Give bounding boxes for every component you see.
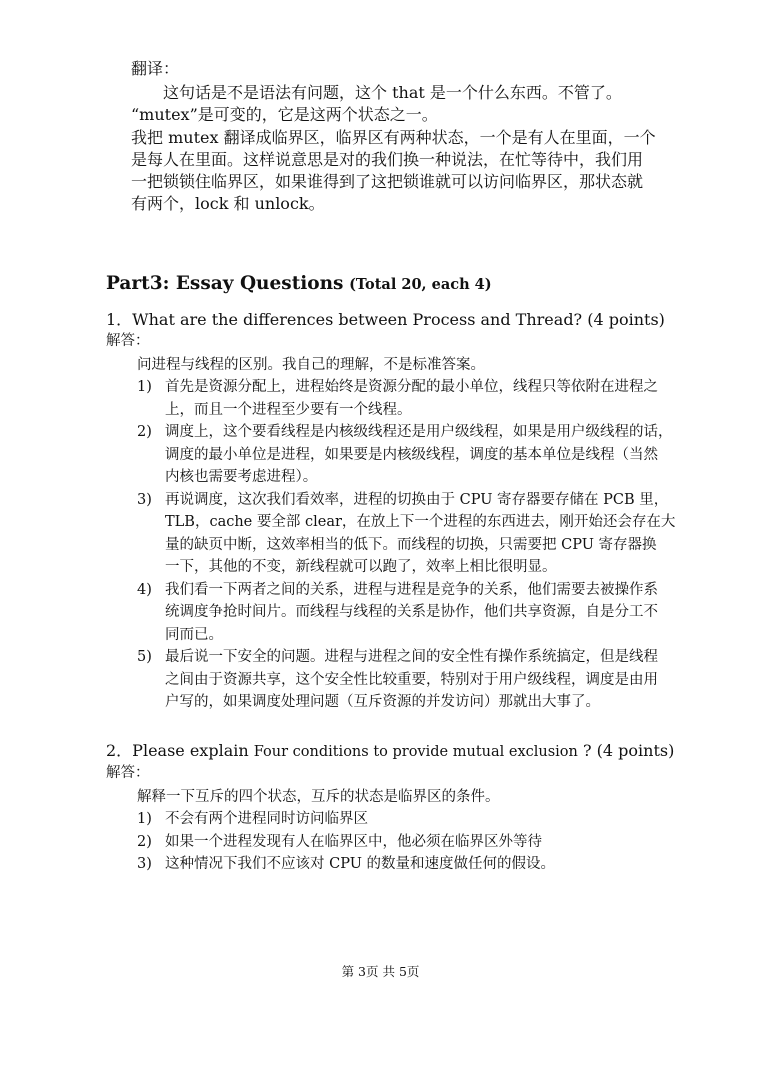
list-item-line: 我们看一下两者之间的关系，进程与进程是竞争的关系，他们需要去被操作系 xyxy=(165,581,658,598)
translation-line-2: “mutex”是可变的，它是这两个状态之一。 xyxy=(131,105,438,124)
list-item-line: 调度上，这个要看线程是内核级线程还是用户级线程，如果是用户级线程的话， xyxy=(165,424,673,440)
q2-intro: 解释一下互斥的四个状态，互斥的状态是临界区的条件。 xyxy=(137,789,500,805)
list-item-line: 再说调度，这次我们看效率，进程的切换由于 CPU 寄存器要存储在 PCB 里， xyxy=(165,491,669,508)
list-item-number: 1) xyxy=(137,379,152,395)
list-item xyxy=(137,646,697,714)
list-item xyxy=(137,808,697,831)
q2-question-suffix: ? (4 points) xyxy=(577,741,675,760)
translation-paragraph-line: 我把 mutex 翻译成临界区，临界区有两种状态，一个是有人在里面，一个 xyxy=(131,128,656,147)
list-item-number: 2) xyxy=(137,833,152,850)
translation-line-1: 这句话是不是语法有问题，这个 that 是一个什么东西。不管了。 xyxy=(163,83,622,102)
list-item-line: 同而已。 xyxy=(165,626,223,643)
list-item-line: 户写的，如果调度处理问题（互斥资源的并发访问）那就出大事了。 xyxy=(165,694,600,710)
list-item-number: 5) xyxy=(137,649,152,665)
list-item xyxy=(137,421,697,489)
list-item-number: 3) xyxy=(137,491,152,508)
q2-question-prefix: 2．Please explain xyxy=(106,741,254,760)
translation-label: 翻译： xyxy=(131,59,180,78)
translation-paragraph-line: 一把锁锁住临界区，如果谁得到了这把锁谁就可以访问临界区，那状态就 xyxy=(131,172,644,191)
list-item-line: 最后说一下安全的问题。进程与进程之间的安全性有操作系统搞定，但是线程 xyxy=(165,649,658,665)
list-item-number: 2) xyxy=(137,424,152,440)
list-item-line: TLB，cache 要全部 clear，在放上下一个进程的东西进去，刚开始还会存在大 xyxy=(165,514,676,530)
list-item-text: 这种情况下我们不应该对 CPU 的数量和速度做任何的假设。 xyxy=(165,856,556,872)
list-item xyxy=(137,376,697,421)
q1-answer-label: 解答： xyxy=(106,333,150,349)
part3-title: Part3: Essay Questions xyxy=(106,273,344,294)
list-item xyxy=(137,579,697,647)
part3-subtitle: (Total 20, each 4) xyxy=(349,276,492,293)
list-item-line: 内核也需要考虑进程）。 xyxy=(165,469,318,485)
q1-intro: 问进程与线程的区别。我自己的理解，不是标准答案。 xyxy=(137,357,485,373)
translation-paragraph-line: 有两个，lock 和 unlock。 xyxy=(131,194,325,213)
list-item-text: 如果一个进程发现有人在临界区中，他必须在临界区外等待 xyxy=(165,833,542,850)
list-item-text: 不会有两个进程同时访问临界区 xyxy=(165,811,368,827)
q2-question xyxy=(106,740,674,763)
list-item xyxy=(137,489,697,579)
list-item-number: 1) xyxy=(137,811,152,827)
list-item xyxy=(137,831,697,854)
list-item-line: 上，而且一个进程至少要有一个线程。 xyxy=(165,401,412,418)
list-item-line: 量的缺页中断，这效率相当的低下。而线程的切换，只需要把 CPU 寄存器换 xyxy=(165,536,657,553)
list-item-number: 4) xyxy=(137,581,152,598)
translation-paragraph-line: 是每人在里面。这样说意思是对的我们换一种说法，在忙等待中，我们用 xyxy=(131,150,644,169)
list-item-line: 调度的最小单位是进程，如果要是内核级线程，调度的基本单位是线程（当然 xyxy=(165,446,658,463)
q2-answer-label: 解答： xyxy=(106,765,150,781)
list-item-line: 之间由于资源共享，这个安全性比较重要，特别对于用户级线程，调度是由用 xyxy=(165,671,658,688)
page-footer: 第 3页 共 5页 xyxy=(341,964,420,979)
list-item-line: 首先是资源分配上，进程始终是资源分配的最小单位，线程只等依附在进程之 xyxy=(165,379,658,395)
translation-paragraph xyxy=(131,127,656,215)
list-item xyxy=(137,853,697,876)
q2-answer-list xyxy=(137,808,697,876)
list-item-number: 3) xyxy=(137,856,152,872)
list-item-line: 统调度争抢时间片。而线程与线程的关系是协作，他们共享资源，自是分工不 xyxy=(165,604,658,620)
q1-answer-list xyxy=(137,376,697,714)
q1-question: 1．What are the differences between Process and Thread? (4 points) xyxy=(106,310,665,329)
part3-heading xyxy=(106,273,492,294)
list-item-line: 一下，其他的不变，新线程就可以跑了，效率上相比很明显。 xyxy=(165,559,557,575)
q2-question-topic: Four conditions to provide mutual exclusion xyxy=(253,744,578,760)
